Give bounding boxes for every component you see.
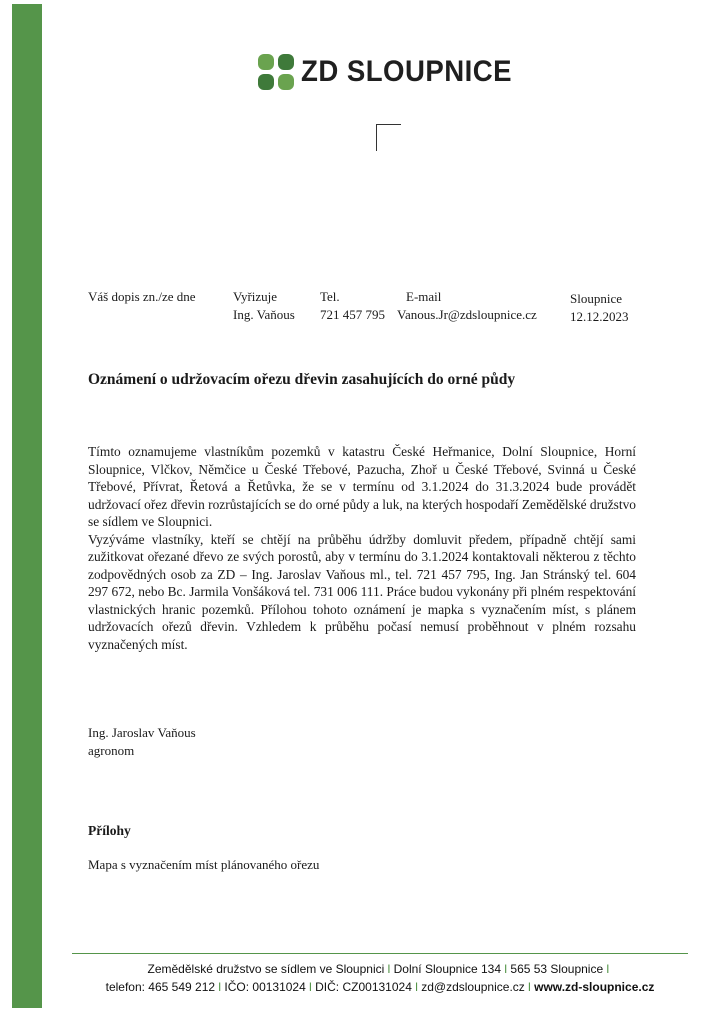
signature-block	[88, 724, 196, 760]
handler-label: Vyřizuje	[233, 289, 278, 304]
address-window-corner-mark	[376, 124, 401, 151]
company-logo	[257, 52, 530, 92]
logo-text: ZD SLOUPNICE	[301, 55, 513, 88]
footer-web[interactable]: www.zd-sloupnice.cz	[534, 980, 655, 994]
email-value: Vanous.Jr@zdsloupnice.cz	[397, 307, 537, 322]
footer-email[interactable]: zd@zdsloupnice.cz	[421, 980, 525, 994]
email-label: E-mail	[406, 289, 442, 304]
body-paragraph: Tímto oznamujeme vlastníkům pozemků v katastru České Heřmanice, Dolní Sloupnice, Horní Sloupnice, Vlčkov, Němčice u České Třebové, Pazucha, Zhoř u České Třebové, Svinná u České Třebové, Přívrat, Řetová a Řetůvka, že se v termínu od 3.1.2024 do 31.3.2024 bude provádět udržovací ořez dřevin rozrůstajících se do orné půdy a luk, na kterých hospodaří Zemědělské družstvo se sídlem ve Sloupnici.	[88, 444, 636, 529]
footer-divider	[72, 953, 688, 954]
date: 12.12.2023	[570, 309, 629, 324]
tel-value: 721 457 795	[320, 307, 385, 322]
attachments-heading: Přílohy	[88, 823, 131, 838]
footer-line-1: Zemědělské družstvo se sídlem ve Sloupnici I Dolní Sloupnice 134 I 565 53 Sloupnice I	[147, 962, 610, 976]
footer-ico: IČO: 00131024	[224, 980, 306, 994]
footer-dic: DIČ: CZ00131024	[315, 980, 412, 994]
signatory-name: Ing. Jaroslav Vaňous	[88, 725, 196, 740]
body-paragraph: Vyzýváme vlastníky, kteří se chtějí na průběhu údržby domluvit předem, případně chtějí sami zužitkovat ořezané dřevo ze svých porostů, aby v termínu do 3.1.2024 kontaktovali některou z těchto zodpovědných osob za ZD – Ing. Jaroslav Vaňous ml., tel. 721 457 795, Ing. Jan Stránský tel. 604 297 672, nebo Bc. Jarmila Vonšáková tel. 731 006 111. Práce budou vykonány při plném respektování vlastnických hranic pozemků. Přílohou tohoto oznámení je mapka s vyznačením míst, s plánem udržovacích ořezů dřevin. Vzhledem k průběhu počasí nemusí proběhnout v plném rozsahu vyznačených míst.	[88, 531, 636, 652]
signatory-role: agronom	[88, 743, 135, 758]
green-side-bar	[12, 4, 42, 1008]
letter-body	[88, 443, 636, 653]
tel-label: Tel.	[320, 289, 340, 304]
footer-zip: 565 53 Sloupnice	[510, 962, 604, 976]
footer-line-2: telefon: 465 549 212 I IČO: 00131024 I DIČ: CZ00131024 I zd@zdsloupnice.cz I www.zd-sloupnice.cz	[105, 980, 655, 994]
four-leaf-clover-icon	[257, 53, 295, 91]
footer-org: Zemědělské družstvo se sídlem ve Sloupnici	[147, 962, 385, 976]
reference-label: Váš dopis zn./ze dne	[88, 289, 196, 304]
attachment-item: Mapa s vyznačením míst plánovaného ořezu	[88, 857, 320, 872]
footer-phone: telefon: 465 549 212	[105, 980, 216, 994]
place: Sloupnice	[570, 291, 622, 306]
footer-address: Dolní Sloupnice 134	[393, 962, 502, 976]
document-title: Oznámení o udržovacím ořezu dřevin zasahujících do orné půdy	[88, 371, 516, 388]
handler-name: Ing. Vaňous	[233, 307, 295, 322]
